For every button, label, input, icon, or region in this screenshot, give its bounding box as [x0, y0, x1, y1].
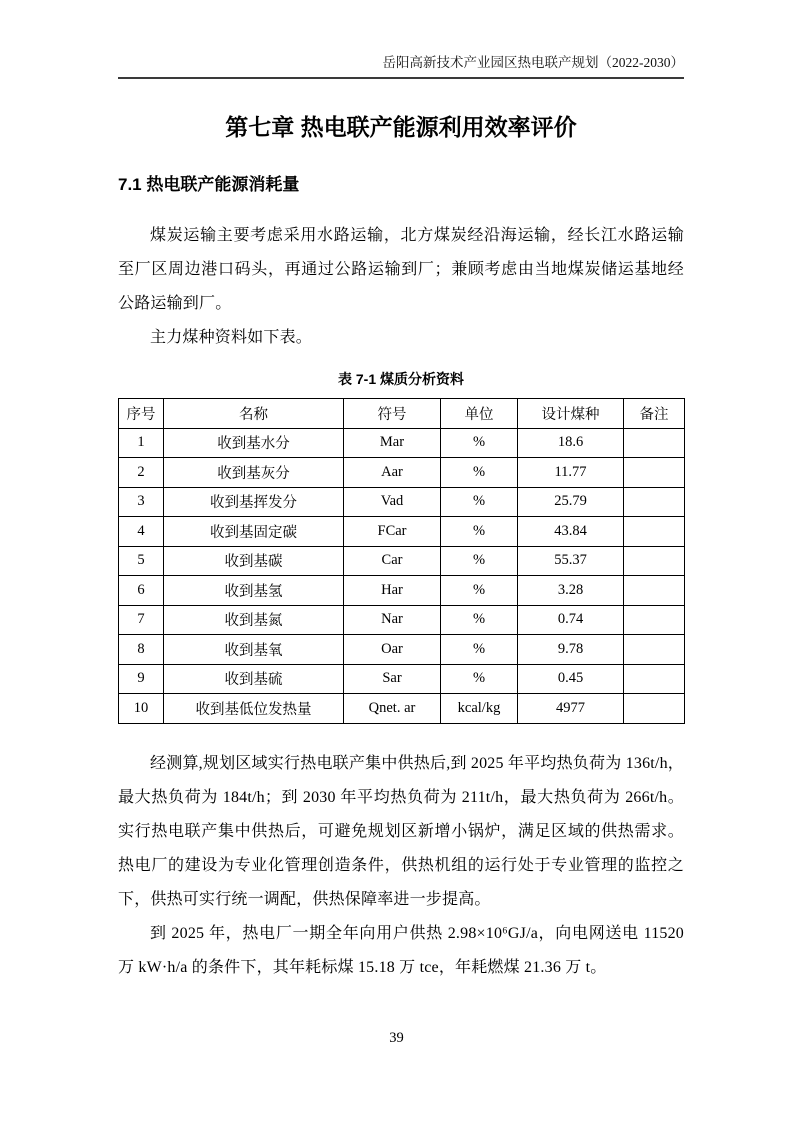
table-cell: 11.77 — [518, 458, 624, 488]
table-cell: 10 — [119, 694, 164, 724]
table-cell: 4977 — [518, 694, 624, 724]
table-row — [119, 428, 685, 458]
table-cell: 18.6 — [518, 428, 624, 458]
table-cell: FCar — [344, 517, 441, 547]
paragraph-2025-supply: 到 2025 年，热电厂一期全年向用户供热 2.98×10⁶GJ/a，向电网送电 11520 万 kW·h/a 的条件下，其年耗标煤 15.18 万 tce，年耗燃煤 21.36 万 t。 — [118, 924, 684, 976]
table-cell: 6 — [119, 576, 164, 606]
table-cell: % — [441, 428, 518, 458]
table-header-symbol: 符号 — [344, 399, 441, 429]
table-cell — [624, 576, 685, 606]
table-cell: 43.84 — [518, 517, 624, 547]
table-cell — [624, 428, 685, 458]
table-cell: kcal/kg — [441, 694, 518, 724]
table-cell: 收到基水分 — [164, 428, 344, 458]
coal-table-body — [119, 428, 685, 723]
table-cell: 0.74 — [518, 605, 624, 635]
table-row — [119, 458, 685, 488]
table-cell: 收到基碳 — [164, 546, 344, 576]
running-header — [118, 54, 684, 79]
coal-quality-table — [118, 398, 685, 724]
table-cell: 2 — [119, 458, 164, 488]
table-cell: 4 — [119, 517, 164, 547]
table-caption: 表 7-1 煤质分析资料 — [337, 371, 464, 387]
table-cell: Aar — [344, 458, 441, 488]
table-cell: 收到基氮 — [164, 605, 344, 635]
table-cell — [624, 546, 685, 576]
table-cell: 5 — [119, 546, 164, 576]
table-cell: % — [441, 546, 518, 576]
table-cell: 25.79 — [518, 487, 624, 517]
table-header-unit: 单位 — [441, 399, 518, 429]
table-cell: 9.78 — [518, 635, 624, 665]
table-row — [119, 635, 685, 665]
paragraph-coal-transport: 煤炭运输主要考虑采用水路运输，北方煤炭经沿海运输，经长江水路运输至厂区周边港口码头，再通过公路运输到厂；兼顾考虑由当地煤炭储运基地经公路运输到厂。 — [118, 227, 684, 312]
table-cell: % — [441, 605, 518, 635]
table-row — [119, 517, 685, 547]
paragraph-main-coal: 主力煤种资料如下表。 — [150, 329, 313, 346]
table-cell: 收到基灰分 — [164, 458, 344, 488]
section-title: 7.1 热电联产能源消耗量 — [118, 175, 300, 194]
table-cell: 55.37 — [518, 546, 624, 576]
running-header-text: 岳阳高新技术产业园区热电联产规划（2022-2030） — [382, 55, 684, 70]
table-cell: 3.28 — [518, 576, 624, 606]
table-cell: Sar — [344, 664, 441, 694]
table-cell — [624, 517, 685, 547]
table-cell: 8 — [119, 635, 164, 665]
table-cell — [624, 487, 685, 517]
table-cell — [624, 605, 685, 635]
table-row — [119, 576, 685, 606]
table-header-name: 名称 — [164, 399, 344, 429]
table-cell: 收到基氢 — [164, 576, 344, 606]
table-cell: Mar — [344, 428, 441, 458]
table-row — [119, 546, 685, 576]
table-cell — [624, 635, 685, 665]
table-cell: % — [441, 458, 518, 488]
table-cell: % — [441, 664, 518, 694]
table-cell: Oar — [344, 635, 441, 665]
table-cell: % — [441, 517, 518, 547]
table-cell: 收到基挥发分 — [164, 487, 344, 517]
table-cell: 收到基固定碳 — [164, 517, 344, 547]
table-cell: 3 — [119, 487, 164, 517]
table-cell: 7 — [119, 605, 164, 635]
table-cell: 收到基硫 — [164, 664, 344, 694]
table-row — [119, 664, 685, 694]
table-cell: 收到基低位发热量 — [164, 694, 344, 724]
table-row — [119, 605, 685, 635]
table-cell — [624, 694, 685, 724]
table-cell: Vad — [344, 487, 441, 517]
table-cell: Har — [344, 576, 441, 606]
page-number: 39 — [389, 1030, 404, 1046]
chapter-title: 第七章 热电联产能源利用效率评价 — [225, 114, 577, 140]
table-header-row — [119, 399, 685, 429]
table-cell — [624, 664, 685, 694]
table-cell: % — [441, 487, 518, 517]
table-header-remark: 备注 — [624, 399, 685, 429]
page-content — [118, 0, 684, 985]
table-header-index: 序号 — [119, 399, 164, 429]
table-cell: 1 — [119, 428, 164, 458]
table-cell: % — [441, 635, 518, 665]
table-cell: Car — [344, 546, 441, 576]
table-cell — [624, 458, 685, 488]
table-row — [119, 487, 685, 517]
table-cell: 收到基氧 — [164, 635, 344, 665]
table-cell: Qnet. ar — [344, 694, 441, 724]
table-header-design-coal: 设计煤种 — [518, 399, 624, 429]
table-cell: 0.45 — [518, 664, 624, 694]
table-cell: % — [441, 576, 518, 606]
table-cell: Nar — [344, 605, 441, 635]
paragraph-measurement: 经测算,规划区域实行热电联产集中供热后,到 2025 年平均热负荷为 136t/h，最大热负荷为 184t/h；到 2030 年平均热负荷为 211t/h，最大热负荷为 266t/h。实行热电联产集中供热后，可避免规划区新增小锅炉，满足区域的供热需求。热电厂的建设为专业化管理创造条件，供热机组的运行处于专业管理的监控之下，供热可实行统一调配，供热保障率进一步提高。 — [118, 754, 684, 908]
table-row — [119, 694, 685, 724]
table-cell: 9 — [119, 664, 164, 694]
